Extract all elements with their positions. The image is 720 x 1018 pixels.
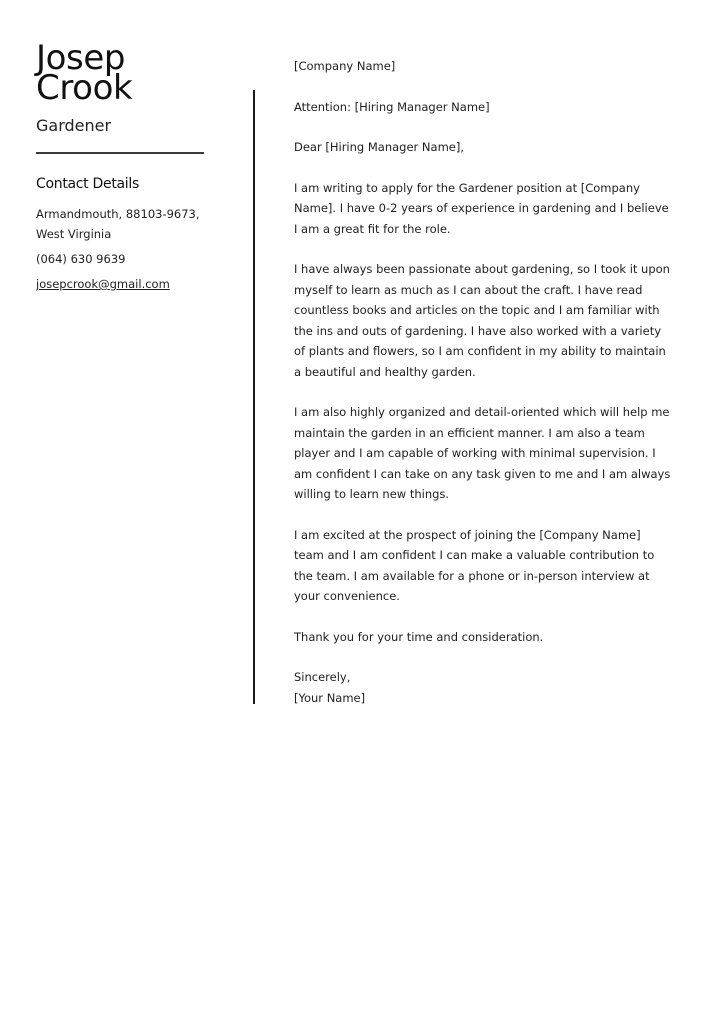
applicant-name [36,38,206,108]
attention-line: Attention: [Hiring Manager Name] [294,99,490,114]
contact-phone: (064) 630 9639 [36,252,126,266]
contact-heading: Contact Details [36,176,139,192]
paragraph: I am also highly organized and detail-oriented which will help me maintain the garden in an efficient manner. I am also a team player and I am capable of working with minimal supervision. I am confident I can take on any task given to me and I am always willing to learn new things. [294,405,671,501]
last-name: Crook [36,68,133,108]
contact-address: Armandmouth, 88103-9673, West Virginia [36,207,200,241]
closing: Sincerely, [294,670,351,684]
sidebar [36,38,206,294]
paragraph: I am writing to apply for the Gardener position at [Company Name]. I have 0-2 years of experience in gardening and I believe I am a great fit for the role. [294,180,669,236]
company-line: [Company Name] [294,59,396,73]
paragraph: I am excited at the prospect of joining the [Company Name] team and I am confident I can make a valuable contribution to the team. I am available for a phone or in-person interview at your convenience. [294,527,655,603]
first-name: Josep [36,38,126,78]
header-divider [36,152,204,154]
thank-you-line: Thank you for your time and consideration. [294,629,544,644]
job-title: Gardener [36,116,112,135]
letter-body [294,56,674,708]
contact-email-link[interactable]: josepcrook@gmail.com [36,277,170,291]
paragraph: I have always been passionate about gardening, so I took it upon myself to learn as much as I can about the craft. I have read countless books and articles on the topic and I am familiar with the ins and outs of gardening. I have also worked with a variety of plants and flowers, so I am confident in my ability to maintain a beautiful and healthy garden. [294,262,670,379]
vertical-divider [253,90,255,704]
salutation: Dear [Hiring Manager Name], [294,140,464,154]
signature: [Your Name] [294,690,366,705]
